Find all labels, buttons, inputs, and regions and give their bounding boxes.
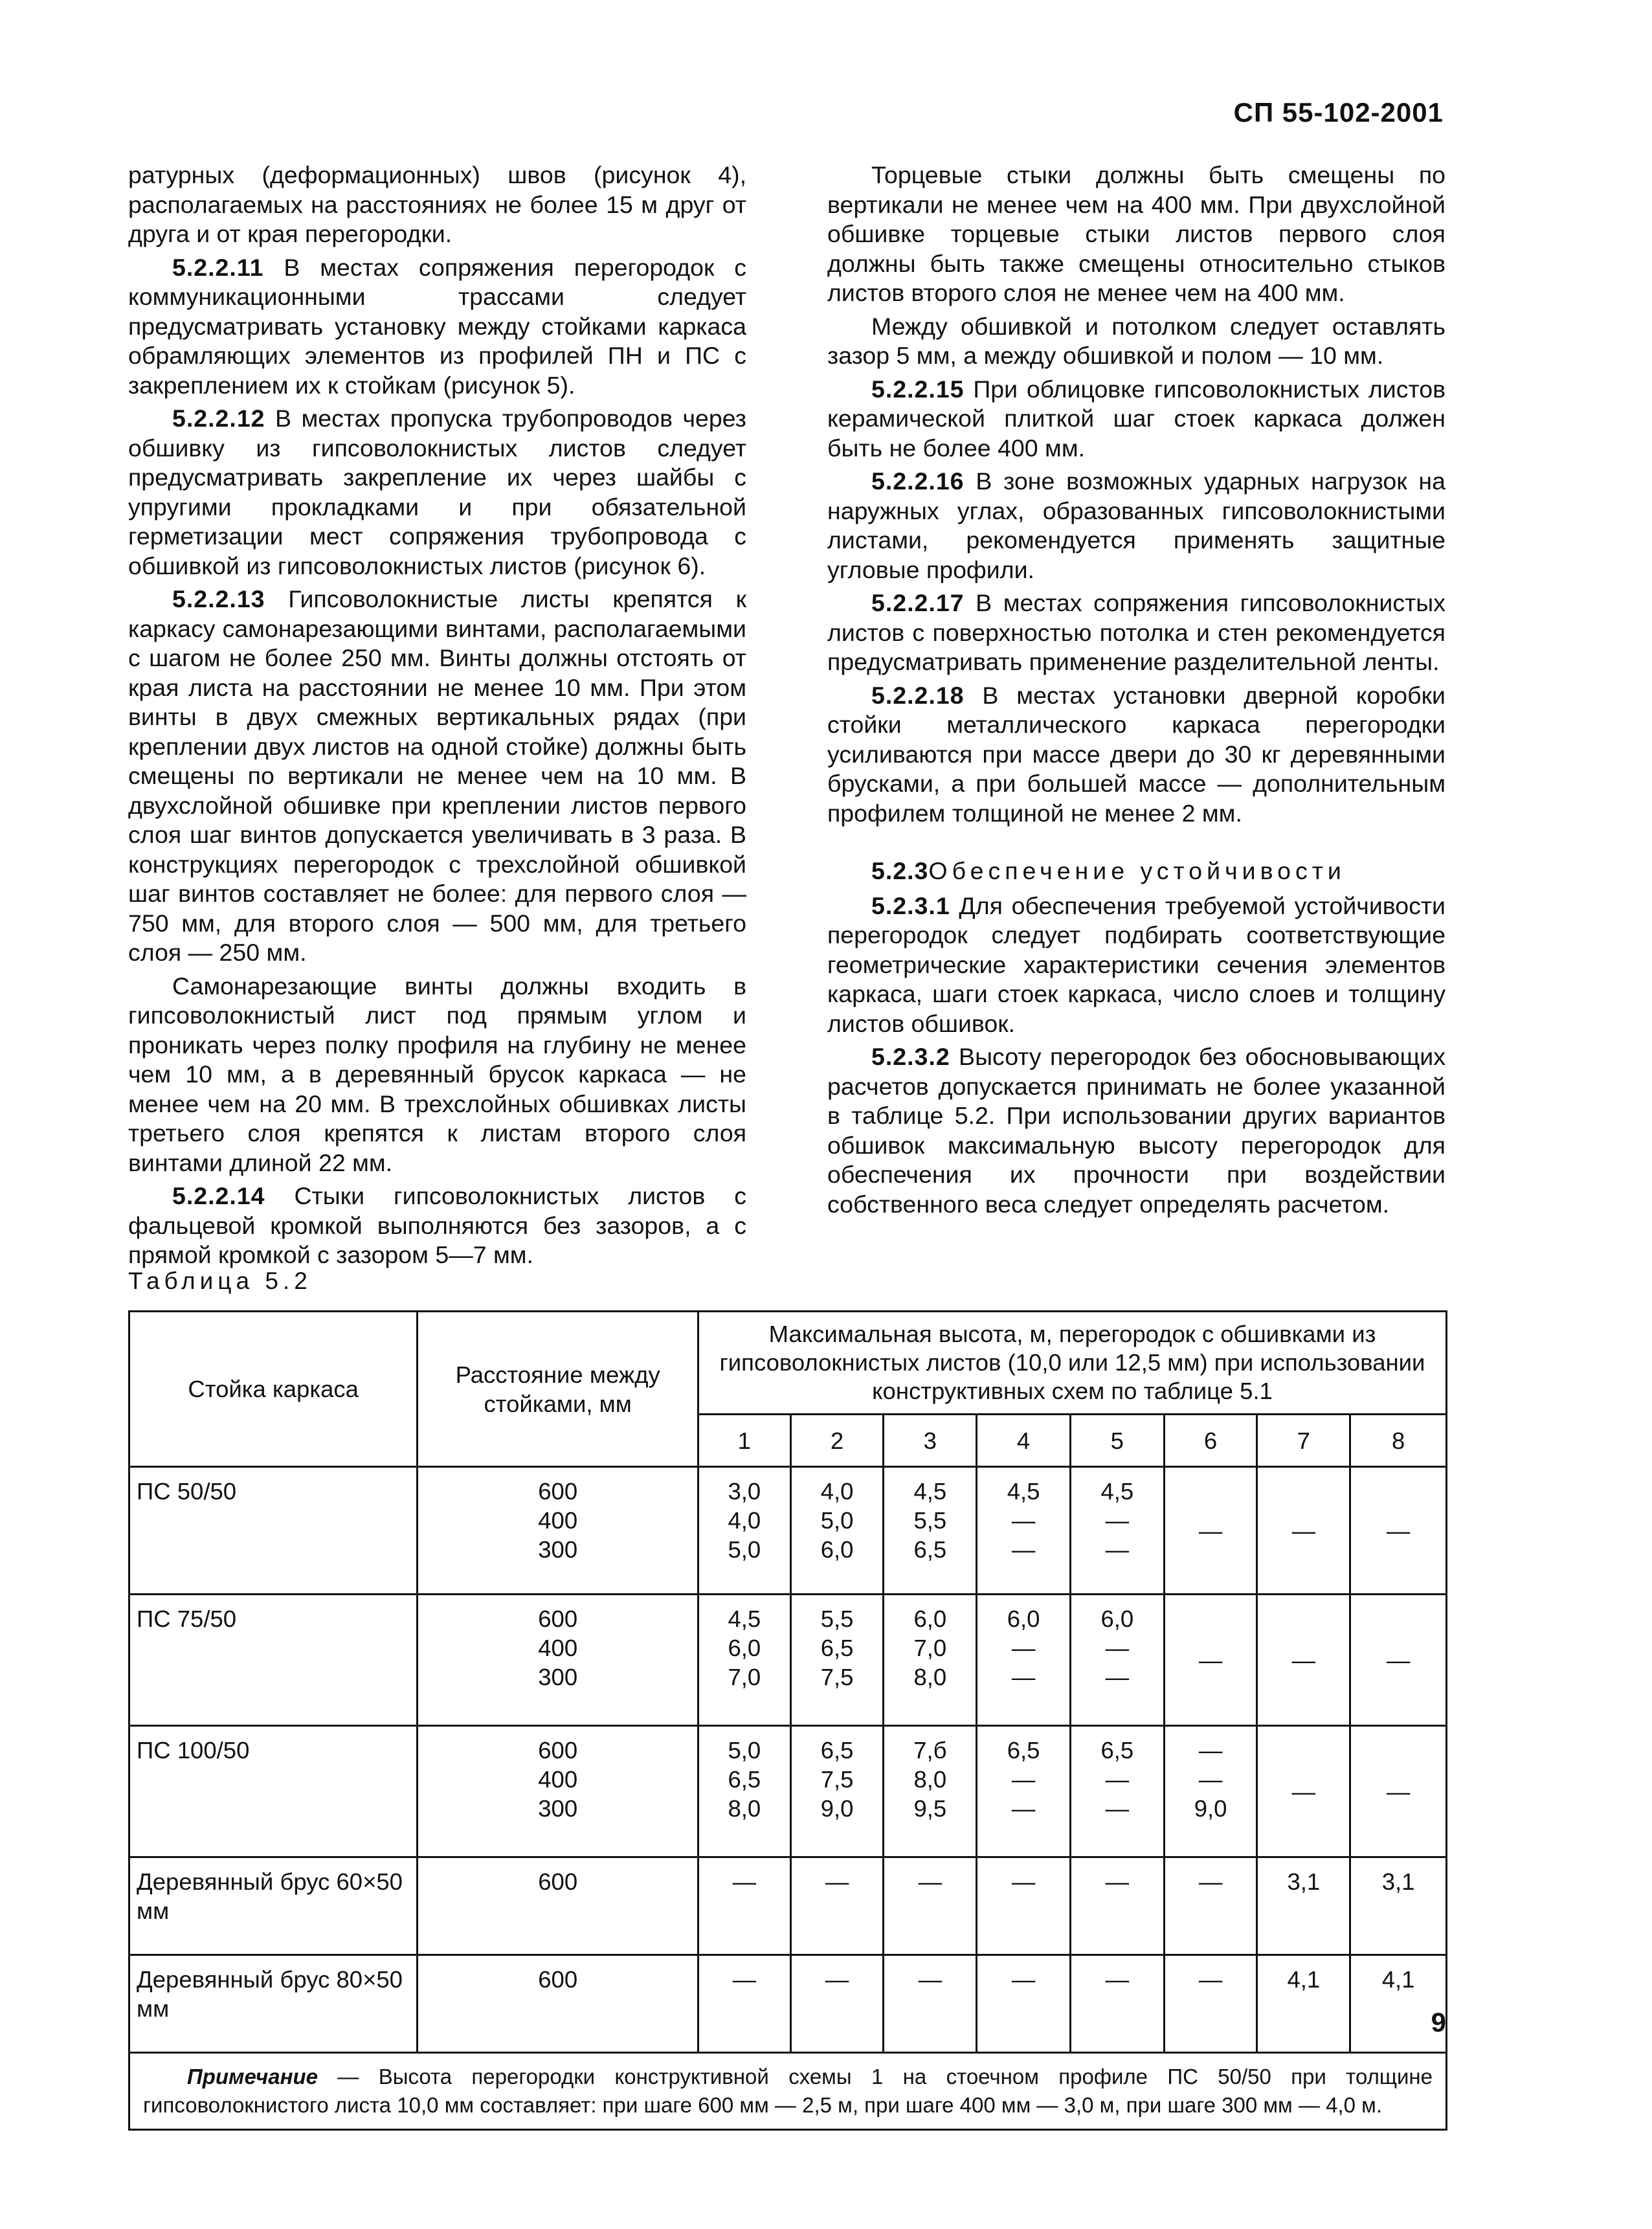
- section-heading: [827, 857, 1446, 886]
- value-cell: —: [1164, 1955, 1257, 2053]
- page-number: 9: [1431, 2007, 1446, 2037]
- cell-line: 9,5: [913, 1795, 947, 1822]
- value-cell: —: [1350, 1595, 1447, 1726]
- cell-line: —: [1011, 1766, 1036, 1793]
- value-cell: —: [1070, 1857, 1164, 1955]
- stoika-cell: ПС 75/50: [129, 1595, 418, 1726]
- right-text-column: [827, 161, 1446, 1223]
- value-cell: —: [698, 1857, 790, 1955]
- cell-line: 9,0: [820, 1795, 854, 1822]
- table-note: [129, 2053, 1447, 2130]
- right-column-paragraphs-after: [827, 891, 1446, 1220]
- paragraph: [827, 1042, 1446, 1219]
- paragraph-text: В местах пропуска трубопроводов через обшивку из гипсоволокнистых листов следует предусматривать закрепление их через шайбы с упругими прокладками и при обязательной герметизации мест сопряжения трубопровода с обшивкой из гипсоволокнистых листов (рисунок 6).: [128, 405, 746, 579]
- table-row: [129, 1595, 1447, 1726]
- cell-line: 4,5: [728, 1606, 761, 1632]
- clause-number: 5.2.2.15: [871, 375, 965, 403]
- cell-line: 6,0: [1007, 1606, 1040, 1632]
- cell-line: 6,5: [913, 1536, 947, 1563]
- paragraph-text: Гипсоволокнистые листы крепятся к каркасу самонарезающими винтами, располагаемыми с шагом не более 250 мм. Винты должны отстоять от края листа на расстоянии не менее 10 мм. При этом винты в двух смежных вертикальных рядах (при креплении двух листов на одной стойке) должны быть смещены по вертикали не менее чем на 10 мм. В двухслойной обшивке при креплении листов первого слоя шаг винтов допускается увеличивать в 3 раза. В конструкциях перегородок с трехслойной обшивкой шаг винтов составляет не более: для первого слоя — 750 мм, для второго слоя — 500 мм, для третьего слоя — 250 мм.: [128, 585, 746, 966]
- value-cell: [698, 1467, 790, 1595]
- clause-number: 5.2.3.1: [871, 891, 950, 919]
- value-cell: —: [1164, 1595, 1257, 1726]
- scheme-number-cell: 2: [790, 1415, 884, 1467]
- value-cell: —: [1164, 1467, 1257, 1595]
- cell-line: 6,5: [820, 1635, 854, 1661]
- cell-line: 7,б: [913, 1737, 947, 1764]
- value-cell: 3,1: [1350, 1857, 1447, 1955]
- table-caption: Таблица 5.2: [128, 1268, 312, 1294]
- note-text: — Высота перегородки конструктивной схемы 1 на стоечном профиле ПС 50/50 при толщине гипсоволокнистого листа 10,0 мм составляет: при шаге 600 мм — 2,5 м, при шаге 400 мм — 3,0 м, при шаге 300 мм — 4,0 м.: [143, 2065, 1433, 2117]
- cell-line: 8,0: [913, 1664, 947, 1690]
- document-code-header: СП 55-102-2001: [1233, 97, 1444, 128]
- cell-line: 7,0: [913, 1635, 947, 1661]
- paragraph: [128, 1182, 746, 1270]
- cell-line: 300: [538, 1795, 578, 1822]
- scheme-number-cell: 3: [884, 1415, 977, 1467]
- cell-line: 300: [538, 1536, 578, 1563]
- value-cell: [790, 1595, 884, 1726]
- stoika-cell: ПС 50/50: [129, 1467, 418, 1595]
- distance-cell: [418, 1467, 698, 1595]
- paragraph-text: Самонарезающие винты должны входить в гипсоволокнистый лист под прямым углом и проникать через полку профиля на глубину не менее чем 10 мм, а в деревянный брусок каркаса — не менее чем на 20 мм. В трехслойных обшивках листы третьего слоя крепятся к листам второго слоя винтами длиной 22 мм.: [128, 972, 746, 1176]
- data-table: [128, 1310, 1447, 2131]
- value-cell: [790, 1467, 884, 1595]
- cell-line: 6,5: [728, 1766, 761, 1793]
- cell-line: —: [1105, 1766, 1130, 1793]
- cell-line: 4,0: [728, 1507, 761, 1534]
- distance-cell: 600: [418, 1857, 698, 1955]
- cell-line: 4,5: [913, 1478, 947, 1505]
- stoika-cell: ПС 100/50: [129, 1726, 418, 1857]
- distance-cell: [418, 1726, 698, 1857]
- cell-line: 600: [538, 1606, 578, 1632]
- paragraph-text: При облицовке гипсоволокнистых листов керамической плиткой шаг стоек каркаса должен быть не более 400 мм.: [827, 375, 1446, 462]
- paragraph-text: Стыки гипсоволокнистых листов с фальцевой кромкой выполняются без зазоров, а с прямой кромкой с зазором 5—7 мм.: [128, 1182, 746, 1268]
- value-cell: —: [1257, 1595, 1350, 1726]
- clause-number: 5.2.2.17: [871, 589, 965, 616]
- cell-line: 5,0: [728, 1536, 761, 1563]
- cell-line: 400: [538, 1635, 578, 1661]
- value-cell: [884, 1595, 977, 1726]
- paragraph: [128, 585, 746, 968]
- value-cell: [884, 1726, 977, 1857]
- table-row: [129, 1726, 1447, 1857]
- clause-number: 5.2.2.14: [172, 1182, 265, 1209]
- distance-cell: [418, 1595, 698, 1726]
- scheme-number-cell: 7: [1257, 1415, 1350, 1467]
- cell-line: 6,5: [1007, 1737, 1040, 1764]
- value-cell: [1070, 1595, 1164, 1726]
- paragraph: [128, 972, 746, 1178]
- table-row: [129, 1467, 1447, 1595]
- table-row: [129, 1955, 1447, 2053]
- scheme-number-cell: 1: [698, 1415, 790, 1467]
- table-note-row: [129, 2053, 1447, 2130]
- value-cell: —: [790, 1955, 884, 2053]
- scheme-number-cell: 8: [1350, 1415, 1447, 1467]
- paragraph: [827, 161, 1446, 308]
- cell-line: —: [1011, 1536, 1036, 1563]
- paragraph: [827, 312, 1446, 371]
- value-cell: —: [1350, 1726, 1447, 1857]
- scheme-number-cell: 5: [1070, 1415, 1164, 1467]
- cell-line: 5,0: [728, 1737, 761, 1764]
- cell-line: 6,0: [820, 1536, 854, 1563]
- value-cell: —: [698, 1955, 790, 2053]
- clause-number: 5.2.2.11: [172, 253, 264, 281]
- value-cell: [977, 1467, 1071, 1595]
- cell-line: —: [1011, 1507, 1036, 1534]
- value-cell: —: [1257, 1726, 1350, 1857]
- cell-line: —: [1105, 1664, 1130, 1690]
- cell-line: 3,0: [728, 1478, 761, 1505]
- value-cell: [977, 1595, 1071, 1726]
- value-cell: 4,1: [1350, 1955, 1447, 2053]
- paragraph-text: Высоту перегородок без обосновывающих расчетов допускается принимать не более указанной в таблице 5.2. При использовании других вариантов обшивок максимальную высоту перегородок для обеспечения их прочности при воздействии собственного веса следует определять расчетом.: [827, 1043, 1446, 1218]
- paragraph: [128, 404, 746, 581]
- cell-line: 7,0: [728, 1664, 761, 1690]
- cell-line: 300: [538, 1664, 578, 1690]
- paragraph-text: В местах сопряжения перегородок с коммуникационными трассами следует предусматривать установку между стойками каркаса обрамляющих элементов из профилей ПН и ПС с закреплением их к стойкам (рисунок 5).: [128, 253, 746, 399]
- stoika-cell: Деревянный брус 60×50 мм: [129, 1857, 418, 1955]
- value-cell: —: [1257, 1467, 1350, 1595]
- cell-line: —: [1011, 1664, 1036, 1690]
- note-label: Примечание: [187, 2065, 318, 2089]
- paragraph-text: Торцевые стыки должны быть смещены по вертикали не менее чем на 400 мм. При двухслойной обшивке торцевые стыки листов первого слоя должны быть также смещены относительно стыков листов второго слоя не менее чем на 400 мм.: [827, 161, 1446, 306]
- cell-line: 400: [538, 1507, 578, 1534]
- cell-line: 7,5: [820, 1664, 854, 1690]
- cell-line: 600: [538, 1737, 578, 1764]
- cell-line: 4,0: [820, 1478, 854, 1505]
- cell-line: —: [1198, 1766, 1223, 1793]
- stoika-cell: Деревянный брус 80×50 мм: [129, 1955, 418, 2053]
- value-cell: [1070, 1467, 1164, 1595]
- paragraph-text: В зоне возможных ударных нагрузок на наружных углах, образованных гипсоволокнистыми листами, рекомендуется применять защитные угловые профили.: [827, 467, 1446, 583]
- cell-line: 4,5: [1100, 1478, 1134, 1505]
- paragraph: [827, 588, 1446, 677]
- cell-line: —: [1198, 1737, 1223, 1764]
- paragraph-text: ратурных (деформационных) швов (рисунок 4), располагаемых на расстояниях не более 15 м друг от друга и от края перегородки.: [128, 161, 746, 247]
- clause-number: 5.2.3.2: [871, 1043, 950, 1070]
- left-text-column: [128, 161, 746, 1274]
- scheme-number-cell: 4: [977, 1415, 1071, 1467]
- value-cell: —: [1164, 1857, 1257, 1955]
- right-column-paragraphs: [827, 161, 1446, 828]
- distance-cell: 600: [418, 1955, 698, 2053]
- value-cell: 4,1: [1257, 1955, 1350, 2053]
- cell-line: 6,5: [820, 1737, 854, 1764]
- value-cell: [698, 1595, 790, 1726]
- scheme-number-cell: 6: [1164, 1415, 1257, 1467]
- paragraph: [827, 375, 1446, 464]
- cell-line: —: [1105, 1507, 1130, 1534]
- paragraph: [827, 891, 1446, 1039]
- value-cell: [1070, 1726, 1164, 1857]
- cell-line: —: [1105, 1635, 1130, 1661]
- cell-line: —: [1105, 1795, 1130, 1822]
- cell-line: —: [1011, 1795, 1036, 1822]
- section-heading-title: Обеспечение устойчивости: [928, 857, 1346, 884]
- value-cell: [1164, 1726, 1257, 1857]
- paragraph: [827, 467, 1446, 585]
- value-cell: —: [790, 1857, 884, 1955]
- header-stoika: Стойка каркаса: [129, 1312, 418, 1467]
- cell-line: —: [1011, 1635, 1036, 1661]
- paragraph-text: Между обшивкой и потолком следует оставлять зазор 5 мм, а между обшивкой и полом — 10 мм.: [827, 312, 1446, 369]
- cell-line: 6,0: [913, 1606, 947, 1632]
- value-cell: —: [884, 1955, 977, 2053]
- value-cell: [698, 1726, 790, 1857]
- value-cell: [884, 1467, 977, 1595]
- value-cell: —: [1070, 1955, 1164, 2053]
- section-heading-number: 5.2.3: [871, 857, 929, 884]
- value-cell: [790, 1726, 884, 1857]
- clause-number: 5.2.2.18: [871, 681, 965, 709]
- cell-line: 7,5: [820, 1766, 854, 1793]
- cell-line: 600: [538, 1478, 578, 1505]
- cell-line: 8,0: [728, 1795, 761, 1822]
- cell-line: —: [1105, 1536, 1130, 1563]
- paragraph-text: Для обеспечения требуемой устойчивости перегородок следует подбирать соответствующие геометрические характеристики сечения элементов каркаса, шаги стоек каркаса, число слоев и толщину листов обшивок.: [827, 891, 1446, 1037]
- paragraph-text: В местах сопряжения гипсоволокнистых листов с поверхностью потолка и стен рекомендуется предусматривать применение разделительной ленты.: [827, 589, 1446, 675]
- cell-line: 9,0: [1194, 1795, 1227, 1822]
- value-cell: —: [884, 1857, 977, 1955]
- cell-line: 6,5: [1100, 1737, 1134, 1764]
- clause-number: 5.2.2.12: [172, 405, 265, 432]
- value-cell: [977, 1726, 1071, 1857]
- value-cell: —: [977, 1857, 1071, 1955]
- paragraph: [128, 161, 746, 249]
- table-header-row: [129, 1312, 1447, 1415]
- cell-line: 4,5: [1007, 1478, 1040, 1505]
- cell-line: 8,0: [913, 1766, 947, 1793]
- clause-number: 5.2.2.13: [172, 585, 265, 612]
- value-cell: 3,1: [1257, 1857, 1350, 1955]
- cell-line: 6,0: [728, 1635, 761, 1661]
- paragraph: [128, 253, 746, 401]
- header-distance: Расстояние между стойками, мм: [418, 1312, 698, 1467]
- cell-line: 6,0: [1100, 1606, 1134, 1632]
- cell-line: 5,5: [913, 1507, 947, 1534]
- paragraph-text: В местах установки дверной коробки стойки металлического каркаса перегородки усиливаются при массе двери до 30 кг деревянными брусками, а при большей массе — дополнительным профилем толщиной не менее 2 мм.: [827, 681, 1446, 827]
- header-max-height: Максимальная высота, м, перегородок с обшивками из гипсоволокнистых листов (10,0 или 12,5 мм) при использовании конструктивных схем по таблице 5.1: [698, 1312, 1446, 1415]
- cell-line: 400: [538, 1766, 578, 1793]
- cell-line: 5,5: [820, 1606, 854, 1632]
- value-cell: —: [977, 1955, 1071, 2053]
- table-row: [129, 1857, 1447, 1955]
- clause-number: 5.2.2.16: [871, 467, 965, 495]
- value-cell: —: [1350, 1467, 1447, 1595]
- paragraph: [827, 681, 1446, 829]
- cell-line: 5,0: [820, 1507, 854, 1534]
